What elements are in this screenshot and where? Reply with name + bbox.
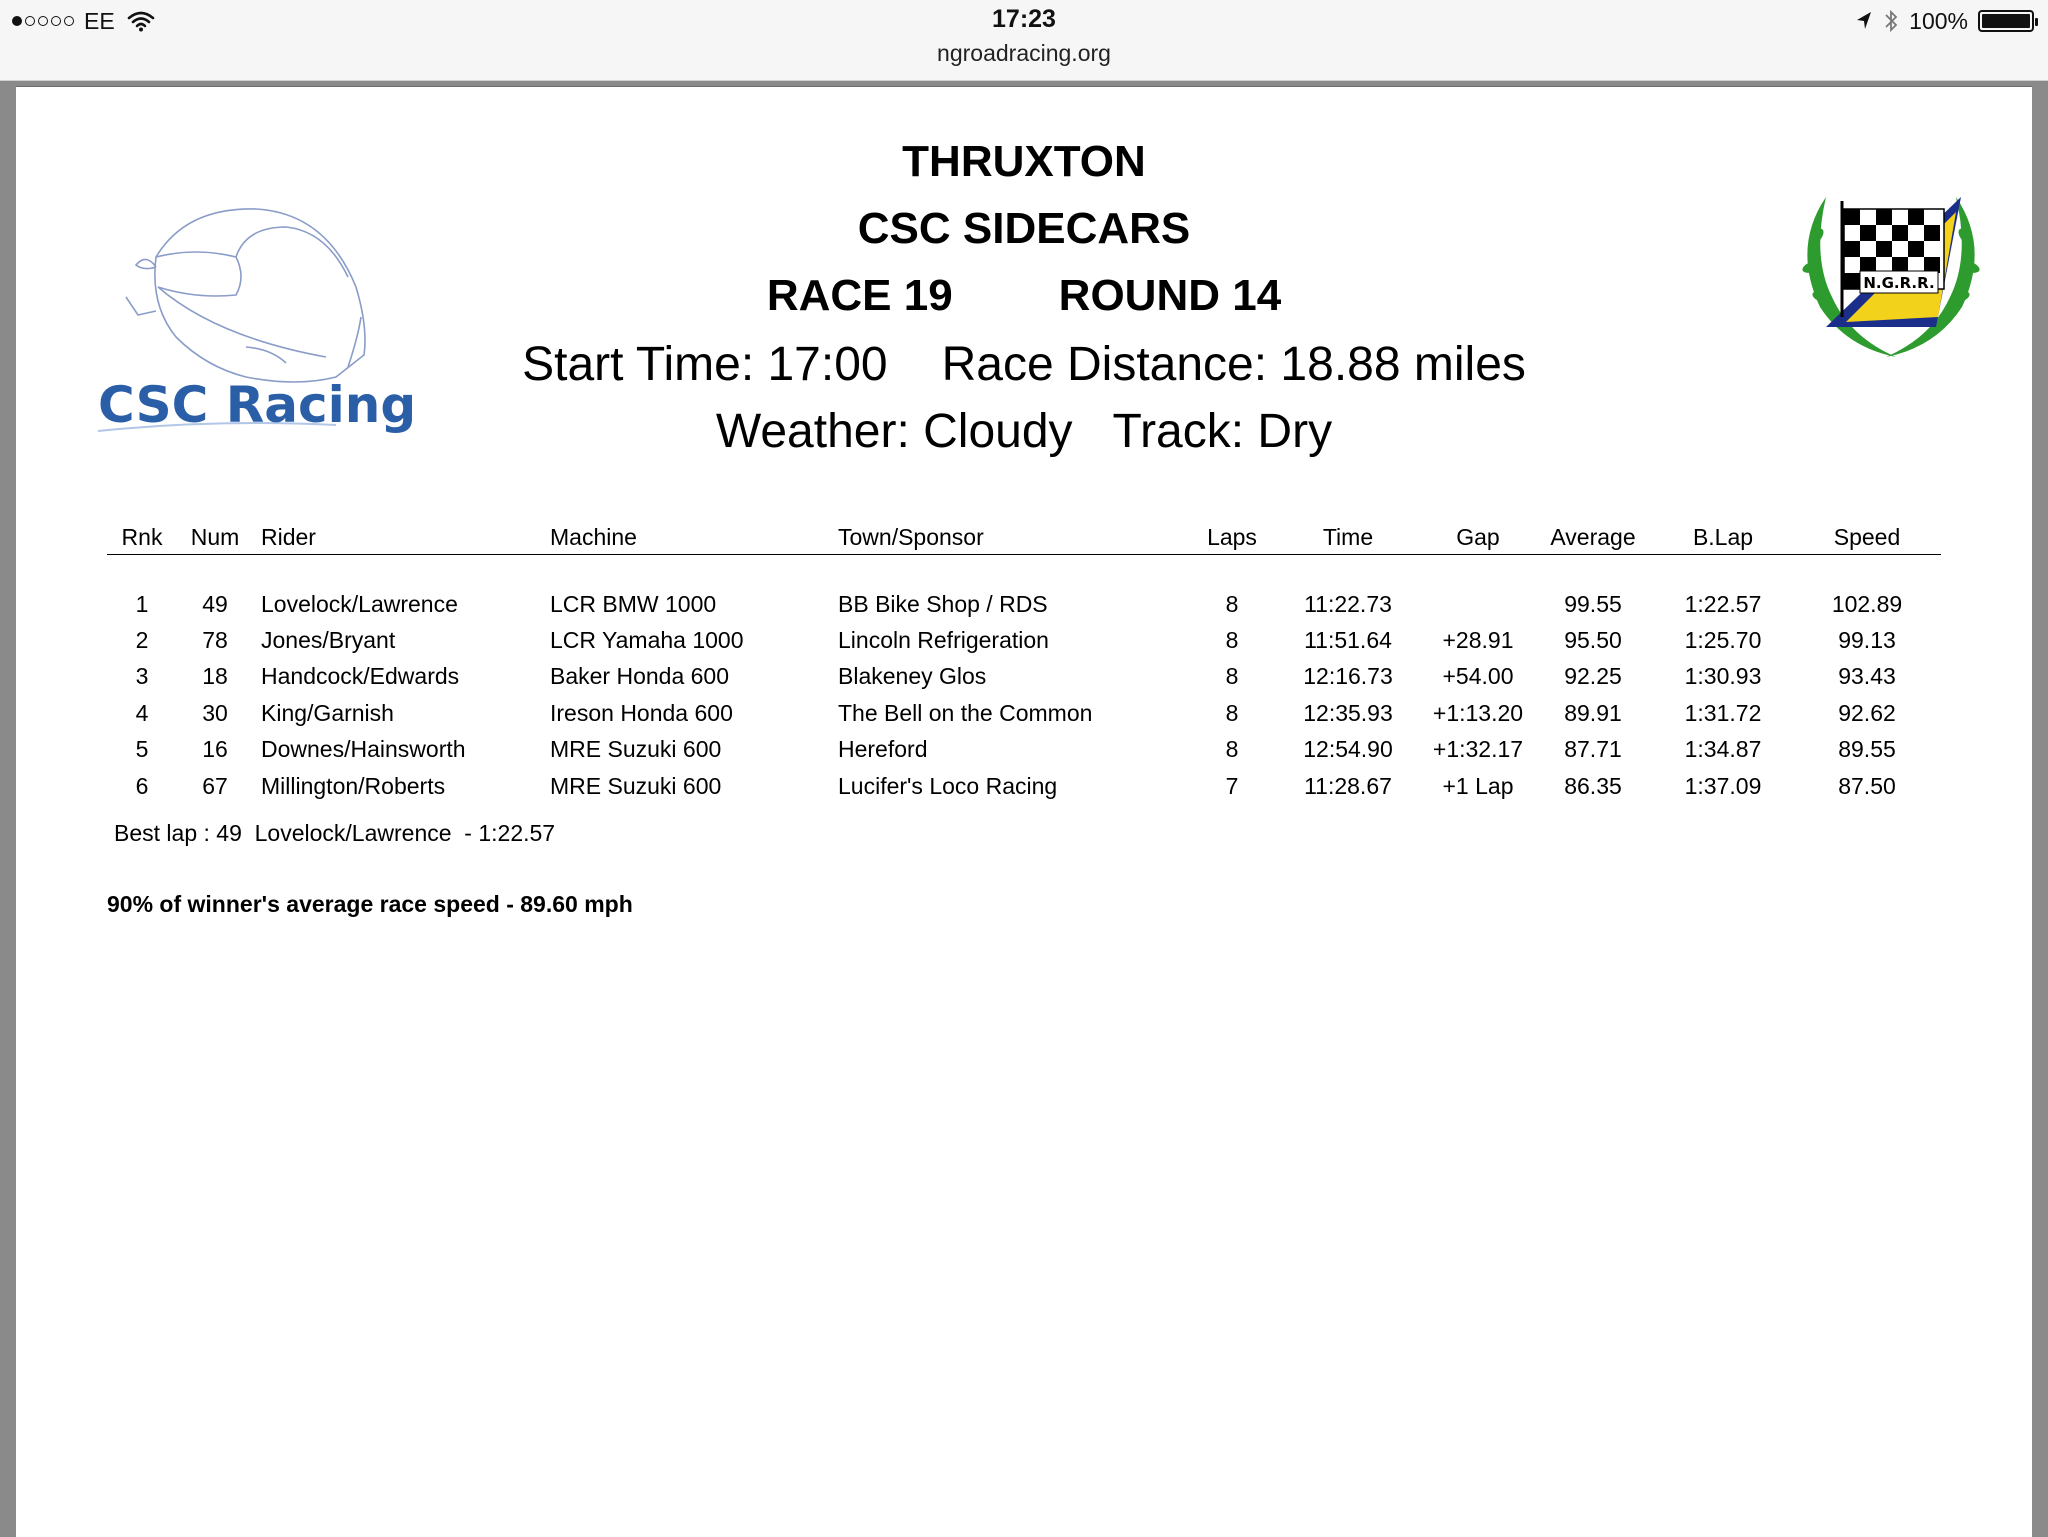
cell-average: 92.25 <box>1564 663 1622 689</box>
cell-number: 30 <box>202 700 228 726</box>
column-header-machine: Machine <box>550 524 637 550</box>
cell-number: 67 <box>202 773 228 799</box>
cell-speed: 99.13 <box>1838 627 1896 653</box>
cell-machine: MRE Suzuki 600 <box>550 773 722 799</box>
cell-best-lap: 1:37.09 <box>1684 773 1762 799</box>
cell-rider: Lovelock/Lawrence <box>261 591 458 617</box>
cell-rank: 4 <box>135 700 149 726</box>
cell-laps: 7 <box>1225 773 1239 799</box>
cell-speed: 102.89 <box>1831 591 1903 617</box>
cell-laps: 8 <box>1225 627 1239 653</box>
clock: 17:23 <box>992 5 1056 33</box>
status-right <box>1855 6 2034 36</box>
cell-sponsor: Lincoln Refrigeration <box>838 627 1049 653</box>
column-header-best-lap: B.Lap <box>1692 524 1754 550</box>
best-lap-note: Best lap : 49 Lovelock/Lawrence - 1:22.57 <box>114 820 556 846</box>
cell-gap: +1:13.20 <box>1432 700 1524 726</box>
column-header-sponsor: Town/Sponsor <box>838 524 984 550</box>
cell-gap: +28.91 <box>1442 627 1514 653</box>
column-header-speed: Speed <box>1833 524 1901 550</box>
cell-average: 99.55 <box>1564 591 1622 617</box>
cell-machine: LCR BMW 1000 <box>550 591 717 617</box>
cell-number: 78 <box>202 627 228 653</box>
cell-time: 11:51.64 <box>1304 627 1392 653</box>
battery-percent: 100% <box>1909 7 1968 34</box>
cell-gap: +1 Lap <box>1442 773 1514 799</box>
url-address-bar[interactable]: ngroadracing.org <box>937 40 1111 66</box>
cell-time: 12:35.93 <box>1303 700 1393 726</box>
cell-rider: Jones/Bryant <box>261 627 396 653</box>
csc-racing-logo-text: CSC Racing <box>98 376 417 434</box>
cell-average: 95.50 <box>1564 627 1622 653</box>
cell-sponsor: Hereford <box>838 736 928 762</box>
results-document <box>16 86 2032 1537</box>
cell-gap: +1:32.17 <box>1432 736 1524 762</box>
cell-machine: MRE Suzuki 600 <box>550 736 722 762</box>
cell-speed: 89.55 <box>1838 736 1896 762</box>
cell-best-lap: 1:22.57 <box>1684 591 1762 617</box>
cell-laps: 8 <box>1225 663 1239 689</box>
start-distance-line <box>16 337 2032 392</box>
cell-best-lap: 1:25.70 <box>1684 627 1762 653</box>
cell-best-lap: 1:34.87 <box>1684 736 1762 762</box>
table-header-rule <box>107 554 1941 555</box>
class-title: CSC SIDECARS <box>857 204 1191 253</box>
cell-number: 16 <box>202 736 228 762</box>
cell-sponsor: Lucifer's Loco Racing <box>838 773 1058 799</box>
cell-number: 18 <box>202 663 228 689</box>
column-header-rank: Rnk <box>121 524 163 550</box>
cell-rank: 5 <box>135 736 149 762</box>
cell-time: 11:22.73 <box>1304 591 1392 617</box>
race-number: RACE 19 <box>766 271 953 320</box>
round-number: ROUND 14 <box>1058 271 1282 320</box>
cell-rider: King/Garnish <box>261 700 394 726</box>
battery-icon <box>1978 10 2034 32</box>
cell-time: 12:54.90 <box>1303 736 1393 762</box>
cell-sponsor: The Bell on the Common <box>838 700 1093 726</box>
start-time: Start Time: 17:00 <box>522 338 888 391</box>
location-arrow-icon <box>1855 10 1873 32</box>
cell-average: 89.91 <box>1564 700 1622 726</box>
cell-sponsor: Blakeney Glos <box>838 663 987 689</box>
bluetooth-icon <box>1883 9 1899 33</box>
cell-machine: Ireson Honda 600 <box>550 700 733 726</box>
cell-rank: 3 <box>135 663 149 689</box>
cell-best-lap: 1:31.72 <box>1684 700 1762 726</box>
cell-rider: Handcock/Edwards <box>261 663 460 689</box>
cell-time: 12:16.73 <box>1303 663 1393 689</box>
cell-machine: LCR Yamaha 1000 <box>550 627 744 653</box>
cell-laps: 8 <box>1225 591 1239 617</box>
column-header-number: Num <box>190 524 240 550</box>
cell-rank: 2 <box>135 627 149 653</box>
column-header-rider: Rider <box>261 524 316 550</box>
column-header-gap: Gap <box>1456 524 1500 550</box>
cell-machine: Baker Honda 600 <box>550 663 730 689</box>
cell-average: 87.71 <box>1564 736 1622 762</box>
weather-track-line <box>16 404 2032 459</box>
ninety-percent-note: 90% of winner's average race speed - 89.60 mph <box>107 891 633 917</box>
cell-number: 49 <box>202 591 228 617</box>
carrier-label: EE <box>84 7 115 34</box>
column-header-average: Average <box>1550 524 1636 550</box>
race-distance: Race Distance: 18.88 miles <box>941 338 1526 391</box>
column-header-laps: Laps <box>1207 524 1257 550</box>
column-header-time: Time <box>1322 524 1374 550</box>
cell-average: 86.35 <box>1564 773 1622 799</box>
cell-rider: Downes/Hainsworth <box>261 736 466 762</box>
cell-laps: 8 <box>1225 700 1239 726</box>
cell-gap: +54.00 <box>1442 663 1514 689</box>
venue-title: THRUXTON <box>902 137 1146 186</box>
status-bar <box>0 0 2048 81</box>
cell-best-lap: 1:30.93 <box>1684 663 1762 689</box>
track-condition: Track: Dry <box>1112 405 1333 458</box>
race-round-line <box>16 271 2032 321</box>
cell-sponsor: BB Bike Shop / RDS <box>838 591 1048 617</box>
cell-time: 11:28.67 <box>1304 773 1392 799</box>
cell-speed: 92.62 <box>1838 700 1896 726</box>
cell-speed: 93.43 <box>1838 663 1896 689</box>
cell-rider: Millington/Roberts <box>261 773 446 799</box>
cell-rank: 6 <box>135 773 149 799</box>
cell-laps: 8 <box>1225 736 1239 762</box>
cell-speed: 87.50 <box>1838 773 1896 799</box>
weather: Weather: Cloudy <box>715 405 1073 458</box>
cell-rank: 1 <box>135 591 149 617</box>
ngrr-logo-text: N.G.R.R. <box>1863 274 1935 292</box>
